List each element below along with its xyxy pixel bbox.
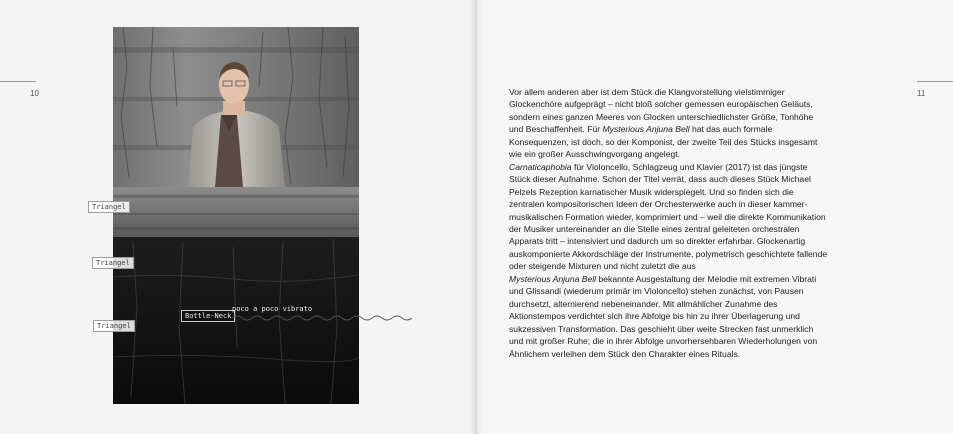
paragraph-1-part-a: Vor allem anderen aber ist dem Stück die Klangvorstellung vielstimmiger Glockenchöre aufgeprägt – nicht bloß solcher gemessen europäischen Geläuts, sondern eines ganzen Meeres von Glocken unterschiedlichster Größe, Tonhöhe und Beschaffenheit. Für: [509, 87, 814, 135]
composer-photo: [113, 27, 359, 404]
body-text: [509, 86, 829, 360]
work-title-carnaticaphobia: Carnaticaphobia: [509, 161, 572, 172]
work-title-mysterious-anjuna-bell: Mysterious Anjuna Bell: [602, 124, 690, 135]
vibrato-marking: poco a poco vibrato: [232, 305, 313, 313]
bottle-neck-label: Bottle-Neck: [181, 310, 235, 322]
triangel-label-1: Triangel: [88, 201, 130, 213]
triangel-label-2: Triangel: [92, 257, 134, 269]
work-title-mysterious-anjuna-bell-2: Mysterious Anjuna Bell: [509, 273, 597, 284]
right-page-number: 11: [917, 89, 926, 98]
left-page-rule: [0, 81, 36, 82]
left-page-number: 10: [30, 89, 39, 98]
book-gutter: [468, 0, 484, 434]
triangel-label-3: Triangel: [93, 320, 135, 332]
left-page: [0, 0, 476, 434]
paragraph-1-part-b: hat das auch formale Konsequenzen, ist doch, so der Komponist, der zweite Teil des Stücks insgesamt wie ein großer Ausschwingvorgang angelegt.: [509, 124, 818, 160]
paragraph-2-part-a: für Violoncello, Schlagzeug und Klavier (2017) ist das jüngste Stück dieser Aufnahme. Schon der Titel verrät, dass auch dieses Stück Michael Pelzels Rezeption karnatischer Musik widerspiegelt. Und so finden sich die zentralen kompositorischen Ideen der Orchesterwerke auch in dieser kammermusikalischen Formation wieder, komprimiert und – weil die direkte Kommunikation der Musiker untereinander an die Stelle eines zentral geleiteten orchestralen Apparats tritt – intensiviert und dadurch um so direkter erfahrbar. Glockenartig auskomponierte Akkordschläge der Instrumente, polymetrisch geschichtete fallende oder steigende Mixturen und nicht zuletzt die aus: [509, 161, 828, 272]
paragraph-2-part-b: bekannte Ausgestaltung der Melodie mit extremen Vibrati und Glissandi (wiederum primär im Violoncello) stehen zunächst, von Pausen durchsetzt, alternierend nebeneinander. Mit allmählicher Zunahme des Aktionstempos verdichtet sich ihre Abfolge bis hin zu ihrer Überlagerung und sukzessiven Transformation. Das geschieht über weite Strecken fast unmerklich und mit großer Ruhe; die in ihrer Abfolge unvorhersehbaren Wiederholungen von Ähnlichem verleihen dem Stück den Charakter eines Rituals.: [509, 273, 818, 359]
right-page-rule: [917, 81, 953, 82]
